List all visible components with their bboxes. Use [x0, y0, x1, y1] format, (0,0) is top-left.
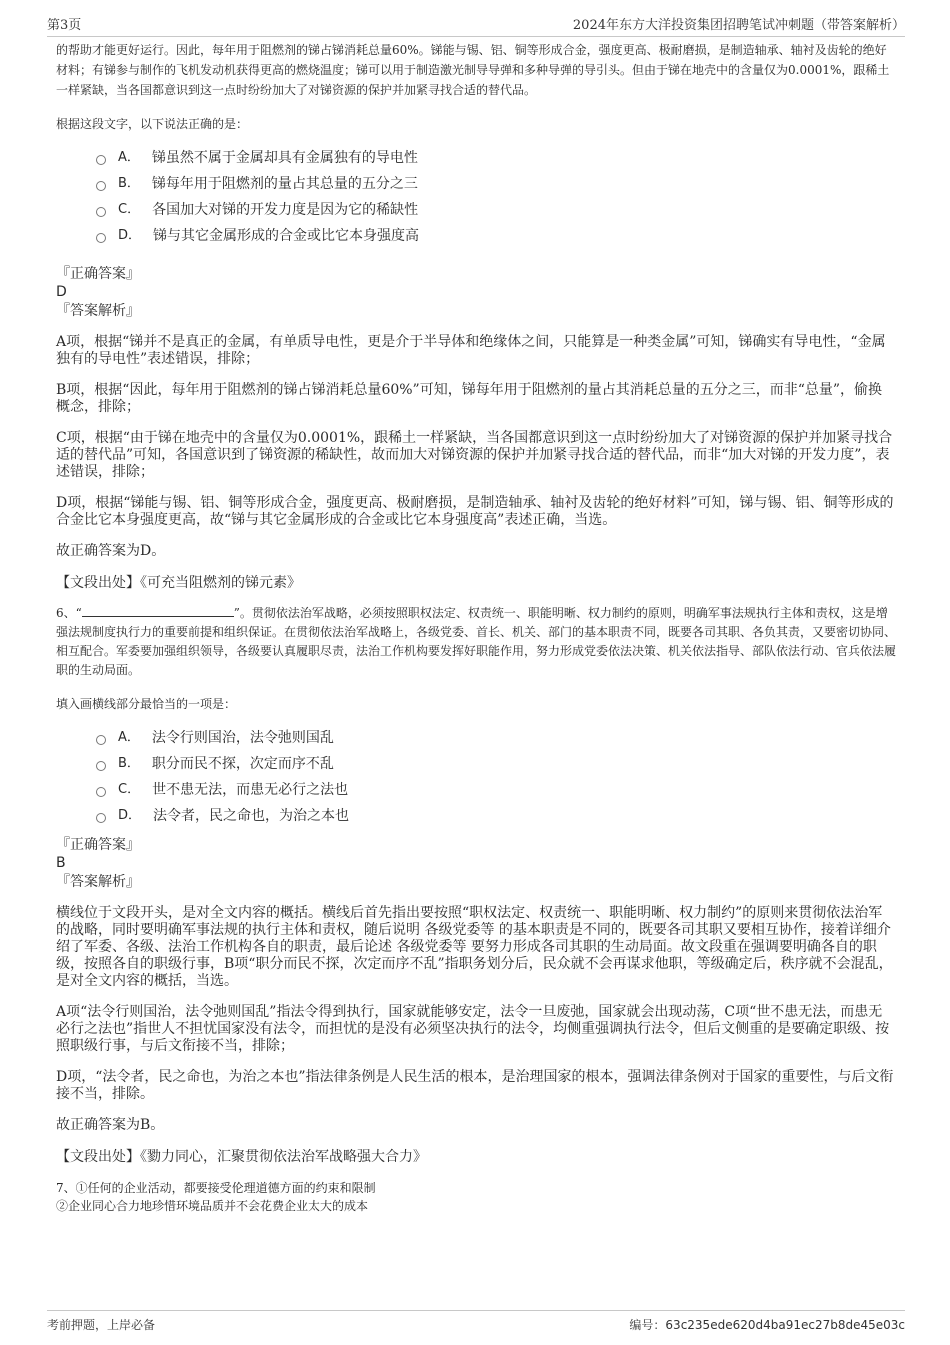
q6-option-c[interactable]: C． 世不患无法，而患无必行之法也 — [96, 777, 896, 803]
radio-icon[interactable] — [96, 735, 106, 745]
q5-passage: 的帮助才能更好运行。因此，每年用于阻燃剂的锑占锑消耗总量60%。锑能与锡、铝、铜等形成合金，强度更高、极耐磨损，是制造轴承、轴衬及齿轮的绝好材料；有锑参与制作的飞机发动机获得更高的燃烧温度；锑可以用于制造激光制导导弹和多种导弹的导引头。但由于锑在地壳中的含量仅为0.0001%，跟稀土一样紧缺，当各国都意识到这一点时纷纷加大了对锑资源的保护并加紧寻找合适的替代品。 — [56, 43, 890, 97]
q6-option-b[interactable]: B． 职分而民不探，次定而序不乱 — [96, 751, 896, 777]
q6-source: 【文段出处】《勠力同心，汇聚贯彻依法治军战略强大合力》 — [56, 1149, 427, 1165]
page-header — [47, 12, 905, 37]
q5-option-c[interactable]: C． 各国加大对锑的开发力度是因为它的稀缺性 — [96, 197, 896, 223]
q6-answer-label: 『正确答案』 — [56, 837, 140, 853]
q6-option-a[interactable]: A． 法令行则国治，法令弛则国乱 — [96, 725, 896, 751]
radio-icon[interactable] — [96, 207, 106, 217]
q5-options — [96, 145, 896, 249]
q6-analysis-main: 横线位于文段开头，是对全文内容的概括。横线后首先指出要按照“职权法定、权责统一、职能明晰、权力制约”的原则来贯彻依法治军的战略，同时要明确军事法规的执行主体和责权，随后说明 各级党委等 的基本职责是不同的，既要各司其职又要相互协作，接着详细介绍了军委、各级、法治工作机构各自的职责，最后论述 各级党委等 要努力形成各司其职的生动局面。故文段重在强调要明确各自的职级，按照各自的职级行事，B项“职分而民不探，次定而序不乱”指职务划分后，民众就不会再谋求他职，等级确定后，秩序就不会混乱，是对全文内容的概括，当选。 — [56, 905, 893, 989]
radio-icon[interactable] — [96, 787, 106, 797]
q5-answer: D — [56, 284, 67, 300]
q6-options — [96, 725, 896, 829]
q6-option-d[interactable]: D． 法令者，民之命也，为治之本也 — [96, 803, 896, 829]
radio-icon[interactable] — [96, 813, 106, 823]
radio-icon[interactable] — [96, 761, 106, 771]
document-id: 63c235ede620d4ba91ec27b8de45e03c — [665, 1318, 905, 1332]
page-number: 第3页 — [47, 18, 82, 33]
q5-analysis-b: B项，根据“因此，每年用于阻燃剂的锑占锑消耗总量60%”可知，锑每年用于阻燃剂的量占其消耗总量的五分之三，而非“总量”，偷换概念，排除； — [56, 382, 883, 415]
footer-slogan: 考前押题，上岸必备 — [47, 1318, 156, 1332]
q5-source: 【文段出处】《可充当阻燃剂的锑元素》 — [56, 575, 301, 591]
radio-icon[interactable] — [96, 181, 106, 191]
document-title: 2024年东方大洋投资集团招聘笔试冲刺题（带答案解析） — [572, 18, 905, 33]
q6-prompt: 填入画横线部分最恰当的一项是： — [56, 697, 237, 711]
q5-option-d[interactable]: D． 锑与其它金属形成的合金或比它本身强度高 — [96, 223, 896, 249]
q5-option-a[interactable]: A． 锑虽然不属于金属却具有金属独有的导电性 — [96, 145, 896, 171]
q6-answer: B — [56, 855, 66, 871]
q5-analysis-c: C项，根据“由于锑在地壳中的含量仅为0.0001%，跟稀土一样紧缺，当各国都意识到这一点时纷纷加大了对锑资源的保护并加紧寻找合适的替代品”可知，各国意识到了锑资源的稀缺性，故而加大对锑资源的保护并加紧寻找合适的替代品，而非“加大对锑的开发力度”，表述错误，排除； — [56, 430, 893, 480]
q5-prompt: 根据这段文字，以下说法正确的是： — [56, 117, 249, 131]
q5-analysis-label: 『答案解析』 — [56, 303, 140, 319]
q6-passage: 6、“ ”。贯彻依法治军战略，必须按照职权法定、权责统一、职能明晰、权力制约的原则，明确军事法规执行主体和责权，这是增强法规制度执行力的重要前提和组织保证。在贯彻依法治军战略上，各级党委、首长、机关、部门的基本职责不同，既要各司其职、各负其责，又要密切协同、相互配合。军委要加强组织领导，各级要认真履职尽责，法治工作机构要发挥好职能作用，努力形成党委依法决策、机关依法指导、部队依法行动、官兵依法履职的生动局面。 — [56, 606, 897, 677]
document-body — [56, 40, 896, 1215]
radio-icon[interactable] — [96, 155, 106, 165]
q6-analysis-label: 『答案解析』 — [56, 874, 140, 890]
q5-analysis-d: D项，根据“锑能与锡、铝、铜等形成合金，强度更高、极耐磨损，是制造轴承、轴衬及齿轮的绝好材料”可知，锑与锡、铝、铜等形成的合金比它本身强度更高，故“锑与其它金属形成的合金或比它本身强度高”表述正确，当选。 — [56, 495, 894, 528]
q6-analysis-ac: A项“法令行则国治，法令弛则国乱”指法令得到执行，国家就能够安定，法令一旦废弛，国家就会出现动荡，C项“世不患无法，而患无必行之法也”指世人不担忧国家没有法令，而担忧的是没有必须坚决执行的法令，均侧重强调执行法令，但后文侧重的是要确定职级、按照职级行事，与后文衔接不当，排除； — [56, 1004, 890, 1054]
fill-blank — [82, 604, 234, 617]
q7-statement-1: 7、①任何的企业活动，都要接受伦理道德方面的约束和限制 — [56, 1181, 376, 1195]
q5-conclusion: 故正确答案为D。 — [56, 543, 166, 559]
q7-statement-2: ②企业同心合力地珍惜环境品质并不会花费企业太大的成本 — [56, 1199, 369, 1213]
q5-option-b[interactable]: B． 锑每年用于阻燃剂的量占其总量的五分之三 — [96, 171, 896, 197]
q6-conclusion: 故正确答案为B。 — [56, 1117, 165, 1133]
q5-answer-label: 『正确答案』 — [56, 266, 140, 282]
footer-code: 编号：63c235ede620d4ba91ec27b8de45e03c — [629, 1318, 905, 1332]
radio-icon[interactable] — [96, 233, 106, 243]
q6-analysis-d: D项，“法令者，民之命也，为治之本也”指法律条例是人民生活的根本，是治理国家的根本，强调法律条例对于国家的重要性，与后文衔接不当，排除。 — [56, 1069, 894, 1102]
page-footer — [47, 1310, 905, 1336]
q5-analysis-a: A项，根据“锑并不是真正的金属，有单质导电性，更是介于半导体和绝缘体之间，只能算是一种类金属”可知，锑确实有导电性，“金属独有的导电性”表述错误，排除； — [56, 334, 886, 367]
